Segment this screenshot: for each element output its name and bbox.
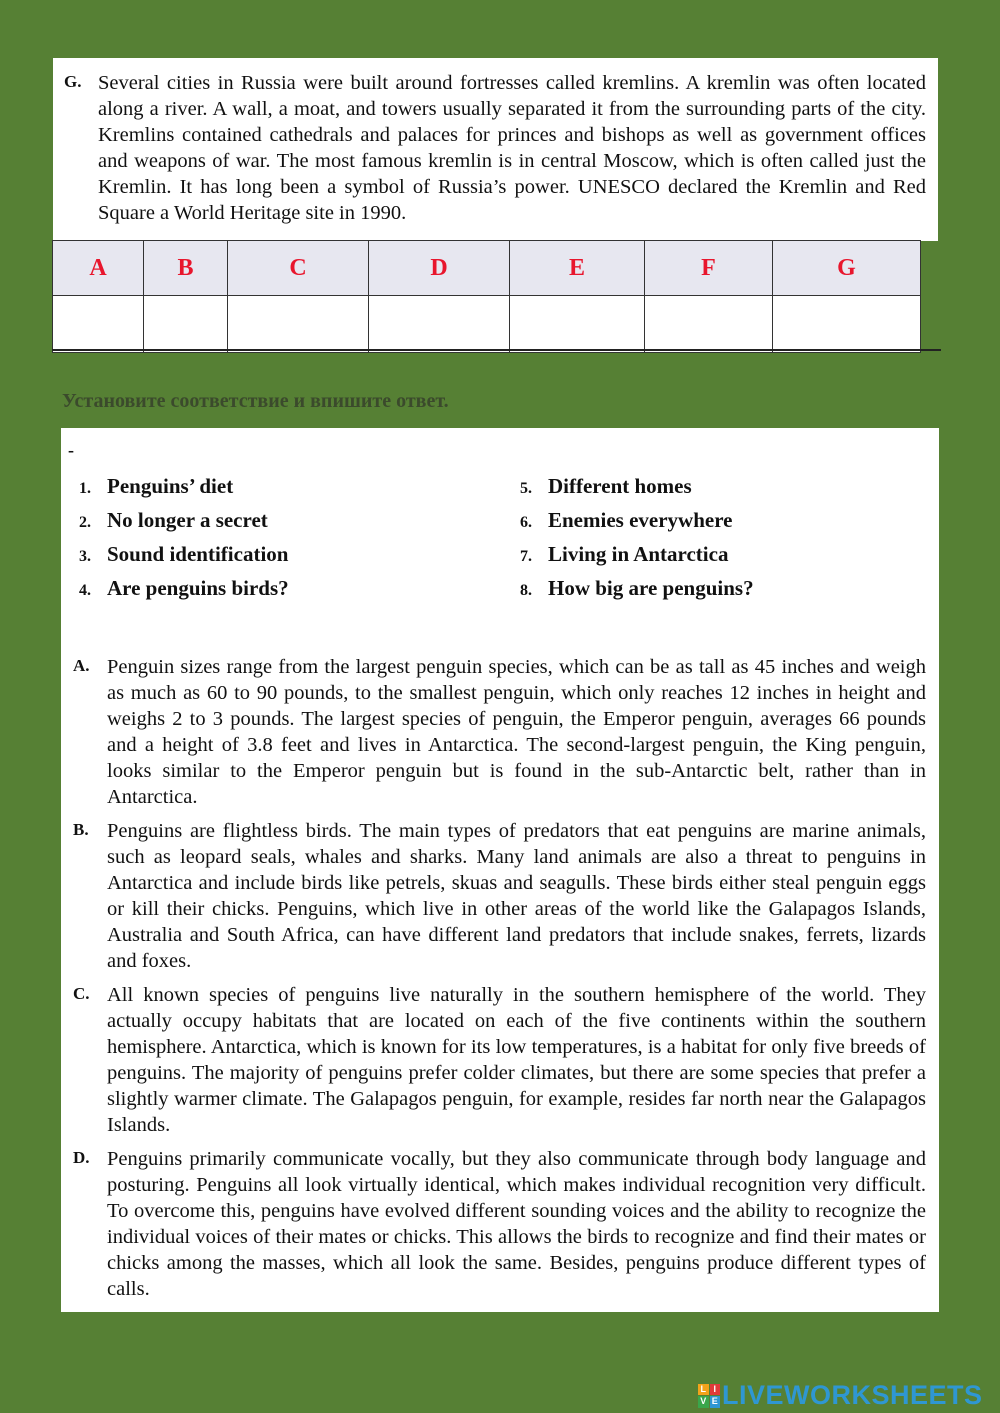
heading-text: No longer a secret	[107, 508, 268, 532]
heading-item-1	[79, 474, 233, 499]
heading-number: 6.	[520, 514, 532, 531]
answer-table	[52, 240, 921, 353]
paragraph-text: Penguins primarily communicate vocally, but they also communicate through body language and posturing. Penguins all look virtually identical, which makes individual recognition very difficult. To overcome this, penguins have evolved different sounding voices and the ability to recognize the individual voices of their mates or chicks. This allows the birds to recognize and find their mates or chicks among the masses, which all look the same. Besides, penguins produce different types of calls.	[107, 1148, 926, 1300]
answer-table-input-row	[53, 296, 921, 353]
answer-input-g[interactable]	[774, 297, 919, 351]
heading-text: Different homes	[548, 474, 692, 498]
answer-cell-e[interactable]	[510, 296, 645, 353]
paragraph-c	[73, 982, 926, 1138]
logo-text: LIVEWORKSHEETS	[722, 1380, 983, 1410]
heading-text: Living in Antarctica	[548, 542, 729, 566]
paragraph-text: All known species of penguins live naturally in the southern hemisphere of the world. They actually occupy habitats that are located on each of the five continents within the southern hemisphere. Antarctica, which is known for its low temperatures, is a habitat for only five breeds of penguins. The majority of penguins prefer colder climates, but there are some species that prefer a slightly warmer climate. The Galapagos penguin, for example, resides far north near the Galapagos Islands.	[107, 984, 926, 1136]
answer-input-e[interactable]	[511, 297, 643, 351]
heading-item-8	[520, 576, 754, 601]
answer-input-a[interactable]	[54, 297, 142, 351]
heading-number: 2.	[79, 514, 91, 531]
answer-cell-a[interactable]	[53, 296, 144, 353]
heading-item-5	[520, 474, 692, 499]
answer-header-f: F	[645, 241, 773, 296]
heading-text: Are penguins birds?	[107, 576, 289, 600]
heading-text: Enemies everywhere	[548, 508, 733, 532]
answer-input-f[interactable]	[646, 297, 771, 351]
answer-header-d: D	[369, 241, 510, 296]
instruction-text: Установите соответствие и впишите ответ.	[62, 390, 449, 412]
paragraph-a	[73, 654, 926, 810]
heading-text: Sound identification	[107, 542, 289, 566]
paragraph-letter: A.	[73, 656, 90, 675]
answer-input-d[interactable]	[370, 297, 508, 351]
heading-item-2	[79, 508, 268, 533]
answer-header-e: E	[510, 241, 645, 296]
answer-header-c: C	[228, 241, 369, 296]
table-underline	[52, 349, 941, 351]
liveworksheets-logo[interactable]	[698, 1380, 983, 1411]
paragraph-text: Several cities in Russia were built around fortresses called kremlins. A kremlin was often located along a river. A wall, a moat, and towers usually separated it from the surrounding parts of the city. Kremlins contained cathedrals and palaces for princes and bishops as well as government offices and weapons of war. The most famous kremlin is in central Moscow, which is often called just the Kremlin. It has long been a symbol of Russia’s power. UNESCO declared the Kremlin and Red Square a World Heritage site in 1990.	[98, 72, 926, 224]
heading-item-4	[79, 576, 289, 601]
heading-number: 7.	[520, 548, 532, 565]
paragraph-letter: B.	[73, 820, 89, 839]
heading-text: How big are penguins?	[548, 576, 754, 600]
heading-number: 5.	[520, 480, 532, 497]
answer-cell-b[interactable]	[144, 296, 228, 353]
heading-item-7	[520, 542, 728, 567]
paragraph-letter: C.	[73, 984, 90, 1003]
answer-header-a: A	[53, 241, 144, 296]
heading-number: 4.	[79, 582, 91, 599]
heading-number: 1.	[79, 480, 91, 497]
answer-cell-d[interactable]	[369, 296, 510, 353]
answer-table-header-row	[53, 241, 921, 296]
paragraph-text: Penguin sizes range from the largest penguin species, which can be as tall as 45 inches and weigh as much as 60 to 90 pounds, to the smallest penguin, which only reaches 12 inches in height and weighs 2 to 3 pounds. The largest species of penguin, the Emperor penguin, averages 66 pounds and a height of 3.8 feet and lives in Antarctica. The second-largest penguin, the King penguin, looks similar to the Emperor penguin but is found in the sub-Antarctic belt, rather than in Antarctica.	[107, 656, 926, 808]
logo-mark-icon: L I V E	[698, 1384, 720, 1408]
paragraph-b	[73, 818, 926, 974]
answer-input-c[interactable]	[229, 297, 367, 351]
paragraph-letter: D.	[73, 1148, 90, 1167]
answer-header-b: B	[144, 241, 228, 296]
paragraph-g	[64, 70, 926, 226]
paragraph-letter: G.	[64, 72, 82, 91]
answer-cell-f[interactable]	[645, 296, 773, 353]
heading-item-3	[79, 542, 288, 567]
heading-number: 8.	[520, 582, 532, 599]
heading-text: Penguins’ diet	[107, 474, 234, 498]
paragraph-d	[73, 1146, 926, 1302]
paragraph-text: Penguins are flightless birds. The main types of predators that eat penguins are marine animals, such as leopard seals, whales and sharks. Many land animals are also a threat to penguins in Antarctica and include birds like petrels, skuas and seagulls. These birds either steal penguin eggs or kill their chicks. Penguins, which live in other areas of the world like the Galapagos Islands, Australia and South Africa, can have different land predators that include snakes, ferrets, lizards and foxes.	[107, 820, 926, 972]
heading-number: 3.	[79, 548, 91, 565]
dash-mark: -	[68, 440, 74, 460]
answer-input-b[interactable]	[145, 297, 226, 351]
heading-item-6	[520, 508, 732, 533]
answer-cell-g[interactable]	[773, 296, 921, 353]
answer-header-g: G	[773, 241, 921, 296]
answer-cell-c[interactable]	[228, 296, 369, 353]
